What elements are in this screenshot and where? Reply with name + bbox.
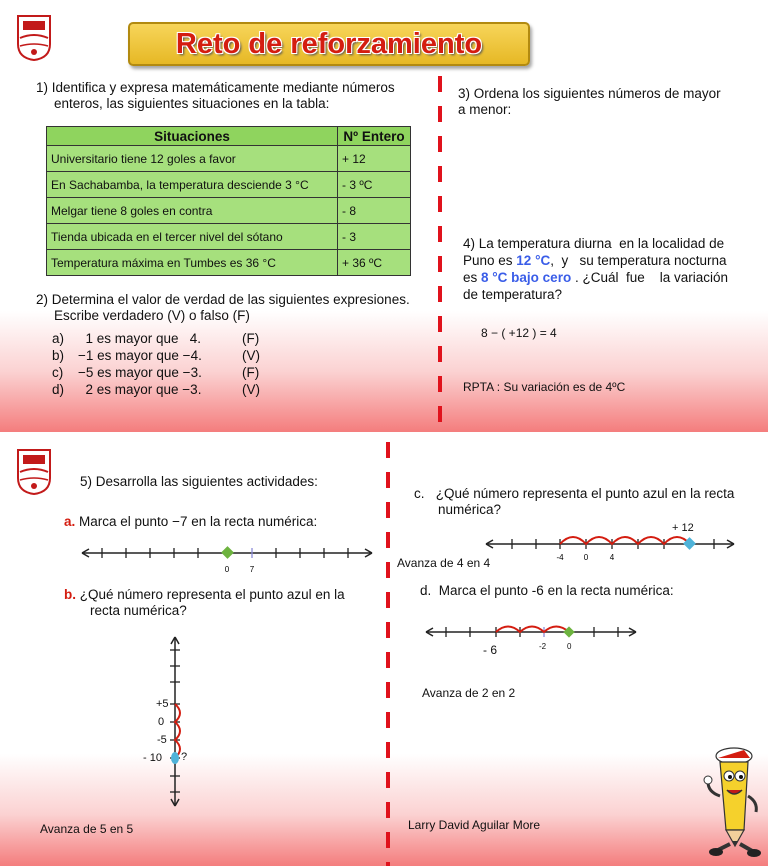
axis-label: - 6 [483,643,498,657]
q2-item-text: −1 es mayor que −4. [78,348,202,363]
axis-label: -2 [539,642,547,651]
q4-line2 [463,253,727,269]
q2-item-letter: c) [52,365,64,380]
item-b-note: Avanza de 5 en 5 [40,822,134,836]
q2-item-letter: a) [52,331,65,346]
number-line-a [80,542,376,576]
q2-prompt-line1: 2) Determina el valor de verdad de las siguientes expresiones. [36,292,410,307]
q3-line2: a menor: [458,102,512,117]
item-a-letter: a. [64,514,76,529]
q4-answer: RPTA : Su variación es de 4ºC [463,380,626,394]
q4-line3 [463,270,728,286]
table-header-row [47,127,411,146]
item-b-letter: b. [64,587,76,602]
table-cell: + 36 ºC [338,250,411,276]
school-logo [14,14,54,62]
q4-work: 8 − ( +12 ) = 4 [481,326,557,340]
item-c-line1: c. ¿Qué número representa el punto azul en la recta [414,486,735,501]
item-c-note: Avanza de 4 en 4 [397,556,491,570]
tick-label: 7 [249,565,255,574]
item-b-line2: recta numérica? [90,603,187,618]
q4-text: Puno es [463,253,517,268]
q2-item-answer: (F) [242,365,260,380]
q2-prompt-line2: Escribe verdadero (V) o falso (F) [54,308,250,323]
table-row [47,198,411,224]
table-row [47,250,411,276]
tick-label: 0 [224,565,230,574]
q2-item-answer: (V) [242,382,260,397]
table-cell: - 8 [338,198,411,224]
item-a-text: Marca el punto −7 en la recta numérica: [75,514,318,529]
table-cell: Melgar tiene 8 goles en contra [47,198,338,224]
q4-text: es [463,270,482,285]
axis-label: 0 [158,716,165,728]
tick-label: -4 [556,553,564,562]
table-cell: Universitario tiene 12 goles a favor [47,146,338,172]
q4-text: . ¿Cuál fue la variación [571,270,729,285]
slide-2 [0,434,768,866]
title-banner [128,22,530,66]
question-mark: ? [181,751,188,763]
school-logo [14,448,54,496]
number-line-c [484,528,738,568]
table-cell: En Sachabamba, la temperatura desciende 3 °C [47,172,338,198]
q2-item-text: 1 es mayor que 4. [78,331,202,346]
item-b-text: ¿Qué número representa el punto azul en la [76,587,345,602]
table-cell: Tienda ubicada en el tercer nivel del sótano [47,224,338,250]
q4-night-temp: 8 °C bajo cero [481,270,572,285]
tick-label: 0 [583,553,589,562]
q2-item-answer: (V) [242,348,260,363]
table-row [47,224,411,250]
item-c-line2: numérica? [438,502,502,517]
item-b-prompt [64,587,345,603]
number-line-d [424,618,640,646]
divider-line [386,442,390,866]
table-header: Nº Entero [338,127,411,146]
item-d-line1: d. Marca el punto -6 en la recta numérica: [420,583,674,598]
q1-prompt-line2: enteros, las siguientes situaciones en la tabla: [54,96,330,111]
table-row [47,146,411,172]
pencil-mascot-icon [700,746,764,858]
q1-prompt-line1: 1) Identifica y expresa matemáticamente mediante números [36,80,395,95]
q2-item-text: 2 es mayor que −3. [78,382,202,397]
table-cell: + 12 [338,146,411,172]
q4-line4: de temperatura? [463,287,563,302]
author-name: Larry David Aguilar More [408,818,541,832]
table-header: Situaciones [47,127,338,146]
q4-line1: 4) La temperatura diurna en la localidad de [463,236,725,251]
q2-item-answer: (F) [242,331,260,346]
q3-line1: 3) Ordena los siguientes números de mayor [458,86,721,101]
q4-text: , y su temperatura nocturna [550,253,727,268]
slide-1 [0,0,768,432]
table-cell: - 3 [338,224,411,250]
axis-label: -5 [157,734,167,746]
q2-item-text: −5 es mayor que −3. [78,365,202,380]
item-a-prompt [64,514,317,530]
table-cell: Temperatura máxima en Tumbes es 36 °C [47,250,338,276]
tick-label: 4 [609,553,615,562]
q2-item-letter: b) [52,348,65,363]
item-c-answer: + 12 [672,522,694,534]
page-title: Reto de reforzamiento [175,28,483,60]
q2-item-letter: d) [52,382,65,397]
divider-line [438,76,442,426]
axis-label: +5 [156,698,169,710]
situations-table [46,126,411,276]
table-row [47,172,411,198]
table-cell: - 3 ºC [338,172,411,198]
axis-label: - 10 [143,752,162,764]
q4-day-temp: 12 °C [516,253,551,268]
item-d-note: Avanza de 2 en 2 [422,686,516,700]
axis-label: 0 [567,642,572,651]
activities-heading: 5) Desarrolla las siguientes actividades: [80,474,318,489]
